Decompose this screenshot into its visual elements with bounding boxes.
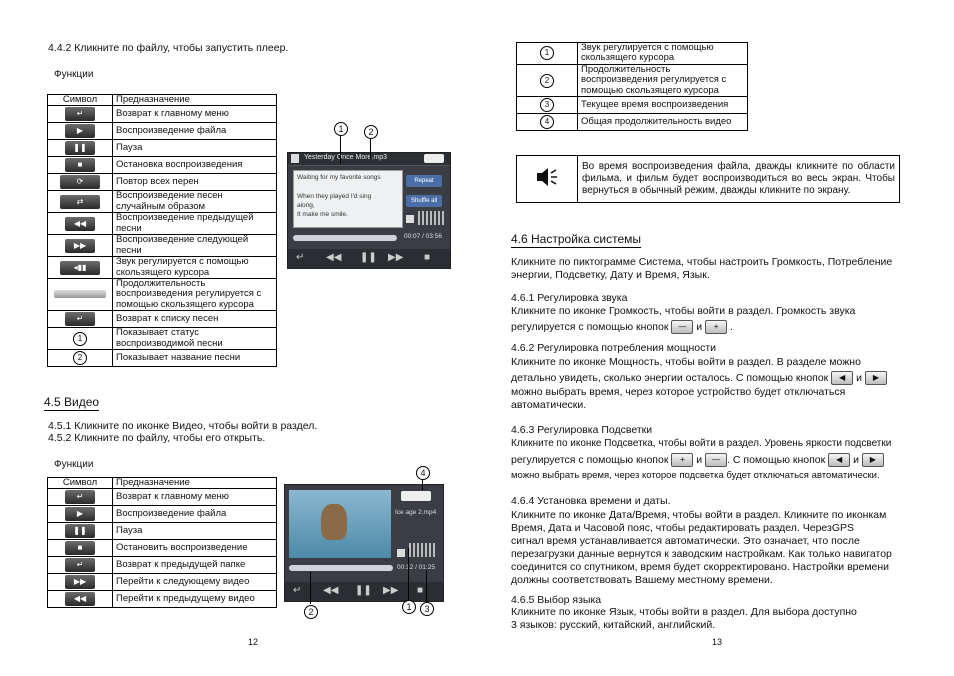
progress-slider[interactable] — [293, 235, 397, 241]
table-row — [48, 506, 277, 523]
indicator-number-cell — [517, 97, 578, 114]
column-header-purpose: Предназначение — [113, 95, 277, 106]
paragraph-4-6-2-line4: автоматически. — [511, 399, 587, 411]
purpose-cell: Пауза — [113, 523, 277, 540]
volume-icon: ◂▮▮ — [60, 261, 100, 275]
table-row — [48, 350, 277, 367]
lyrics-line: along, — [297, 202, 315, 209]
folder-back-icon[interactable]: ↵ — [293, 585, 302, 596]
purpose-cell: Показывает название песни — [113, 350, 277, 367]
stop-icon[interactable]: ■ — [417, 585, 424, 596]
left-arrow-button-icon: ◀ — [828, 453, 850, 467]
next-icon[interactable]: ▶▶ — [383, 585, 399, 596]
right-arrow-button-icon: ▶ — [865, 371, 887, 385]
speaker-icon-cell — [517, 156, 578, 203]
next-icon: ▶▶ — [65, 575, 95, 589]
symbol-cell — [48, 328, 113, 350]
video-indicators-table — [516, 42, 748, 131]
music-note-icon — [291, 154, 299, 163]
symbol-cell — [48, 506, 113, 523]
table-row — [48, 257, 277, 279]
fullscreen-note: Во время воспроизведения файла, дважды кликните по области фильма, и фильм будет воспроизводиться во весь экран. Чтобы вернуться в обычный режим, дважды кликните по экрану. — [578, 156, 900, 203]
table-row — [48, 213, 277, 235]
purpose-cell: Воспроизведение песен случайным образом — [113, 191, 277, 213]
paragraph-4-6-line2: энергии, Подсветку, Дату и Время, Язык. — [511, 269, 710, 281]
video-symbols-table — [47, 477, 277, 608]
symbol-cell — [48, 123, 113, 140]
list-icon: ↵ — [65, 312, 95, 326]
table-row — [517, 64, 748, 96]
player-song-title: Yesterday Once More.mp3 — [304, 154, 388, 161]
section-4-6-1: 4.6.1 Регулировка звука — [511, 292, 628, 304]
video-back-icon[interactable] — [401, 491, 431, 501]
video-controls — [285, 582, 443, 601]
paragraph-4-6-4-line: Кликните по иконке Дата/Время, чтобы войти в раздел. Кликните по иконкам — [511, 509, 887, 521]
table-row — [48, 123, 277, 140]
video-progress-slider[interactable] — [289, 565, 393, 571]
indicator-number-cell — [517, 43, 578, 65]
symbol-cell — [48, 489, 113, 506]
table-row — [48, 235, 277, 257]
back-icon: ↵ — [65, 107, 95, 121]
paragraph-4-6-1-line2: регулируется с помощью кнопок — и + . — [511, 320, 733, 333]
symbol-cell — [48, 557, 113, 574]
table-row — [517, 43, 748, 65]
speaker-icon — [535, 166, 559, 188]
purpose-cell: Перейти к следующему видео — [113, 574, 277, 591]
lyrics-line: When they played I'd sing — [297, 193, 372, 200]
paragraph-4-6-3-line2: регулируется с помощью кнопок + и — . С помощью кнопок ◀ и ▶ — [511, 453, 884, 467]
back-icon: ↵ — [65, 490, 95, 504]
paragraph-4-6-1-line1: Кликните по иконке Громкость, чтобы войти в раздел. Громкость звука — [511, 305, 856, 317]
video-filename: Ice age 2.mp4 — [395, 509, 437, 516]
symbol-cell — [48, 106, 113, 123]
volume-slider[interactable] — [418, 211, 444, 225]
play-icon: ▶ — [65, 124, 95, 138]
music-player-screenshot — [287, 152, 451, 269]
section-4-6-5: 4.6.5 Выбор языка — [511, 594, 602, 606]
player-back-icon[interactable] — [424, 154, 444, 163]
symbol-cell — [48, 157, 113, 174]
video-volume-slider[interactable] — [409, 543, 437, 557]
fullscreen-note-table — [516, 155, 900, 203]
paragraph-4-6-4-line: перезагрузки данные вернутся к заводским настройкам. Как только навигатор — [511, 548, 892, 560]
functions-label-1: Функции — [54, 69, 94, 80]
page-number-left: 12 — [248, 637, 259, 647]
pause-icon[interactable]: ❚❚ — [360, 252, 377, 263]
table-row — [48, 557, 277, 574]
symbol-cell — [48, 574, 113, 591]
section-4-6-2: 4.6.2 Регулировка потребления мощности — [511, 342, 717, 354]
music-symbols-table — [47, 94, 277, 367]
paragraph-4-6-4-line: сигнал время устанавливается автоматически. Это означает, что после — [511, 535, 860, 547]
callout-4: 4 — [416, 466, 430, 480]
table-row — [48, 311, 277, 328]
purpose-cell: Возврат к главному меню — [113, 489, 277, 506]
paragraph-4-6-4-line: соединится со спутником, время будет скорректировано. Настройки времени — [511, 561, 890, 573]
plus-button-icon: + — [671, 453, 693, 467]
purpose-cell: Продолжительность воспроизведения регулируется с помощью скользящего курсора — [113, 278, 277, 310]
volume-icon — [406, 215, 414, 223]
minus-button-icon: — — [705, 453, 727, 467]
minus-button-icon: — — [671, 320, 693, 334]
table-row — [48, 591, 277, 608]
pause-icon: ❚❚ — [65, 524, 95, 538]
right-arrow-button-icon: ▶ — [862, 453, 884, 467]
callout-1: 1 — [402, 600, 416, 614]
table-row — [517, 114, 748, 131]
indicator-text-cell: Текущее время воспроизведения — [578, 97, 748, 114]
symbol-cell — [48, 174, 113, 191]
lyrics-line: Waiting for my favorite songs — [297, 174, 381, 181]
circle-number-icon: 1 — [540, 46, 554, 60]
lyrics-line: It make me smile. — [297, 211, 348, 218]
video-character-image — [321, 504, 347, 540]
paragraph-4-6-3-line3: можно выбрать время, через которое подсветка будет отключаться автоматически. — [511, 470, 880, 481]
callout-line — [422, 480, 423, 490]
left-arrow-button-icon: ◀ — [831, 371, 853, 385]
purpose-cell: Повтор всех перен — [113, 174, 277, 191]
back-icon[interactable]: ↵ — [296, 252, 305, 263]
purpose-cell: Пауза — [113, 140, 277, 157]
section-4-6-4: 4.6.4 Установка времени и даты. — [511, 495, 671, 507]
player-titlebar — [288, 153, 450, 166]
video-time: 00:12 / 01:25 — [397, 564, 435, 571]
player-controls — [288, 249, 450, 268]
paragraph-4-6-2-line1: Кликните по иконке Мощность, чтобы войти в раздел. В разделе можно — [511, 356, 861, 368]
callout-2: 2 — [304, 605, 318, 619]
section-4-5-2: 4.5.2 Кликните по файлу, чтобы его открыть. — [48, 432, 266, 444]
callout-line — [408, 548, 409, 600]
circle-2-icon: 2 — [73, 351, 87, 365]
video-player-screenshot — [284, 484, 444, 602]
purpose-cell: Возврат к главному меню — [113, 106, 277, 123]
symbol-cell — [48, 540, 113, 557]
purpose-cell: Остановить воспроизведение — [113, 540, 277, 557]
indicator-text-cell: Продолжительность воспроизведения регулируется с помощью скользящего курсора — [578, 64, 748, 96]
prev-icon[interactable]: ◀◀ — [326, 252, 342, 263]
next-icon: ▶▶ — [65, 239, 95, 253]
stop-icon[interactable]: ■ — [424, 252, 431, 263]
indicator-text-cell: Общая продолжительность видео — [578, 114, 748, 131]
symbol-cell — [48, 191, 113, 213]
folder-back-icon: ↵ — [65, 558, 95, 572]
callout-line — [340, 136, 341, 164]
symbol-cell — [48, 140, 113, 157]
indicator-text-cell: Звук регулируется с помощью скользящего курсора — [578, 43, 748, 65]
paragraph-4-6-line1: Кликните по пиктограмме Система, чтобы настроить Громкость, Потребление — [511, 256, 893, 268]
symbol-cell — [48, 523, 113, 540]
shuffle-button[interactable]: Shuffle all — [406, 195, 442, 207]
table-row — [48, 157, 277, 174]
indicator-number-cell — [517, 114, 578, 131]
next-icon[interactable]: ▶▶ — [388, 252, 404, 263]
purpose-cell: Звук регулируется с помощью скользящего курсора — [113, 257, 277, 279]
callout-3: 3 — [420, 602, 434, 616]
paragraph-4-6-3-line1: Кликните по иконке Подсветка, чтобы войти в раздел. Уровень яркости подсветки — [511, 438, 892, 449]
paragraph-4-6-4-line: Время, Дата и Часовой пояс, чтобы редактировать раздел. ЧерезGPS — [511, 522, 855, 534]
stop-icon: ■ — [65, 541, 95, 555]
symbol-cell — [48, 591, 113, 608]
purpose-cell: Перейти к предыдущему видео — [113, 591, 277, 608]
section-4-6-3: 4.6.3 Регулировка Подсветки — [511, 424, 653, 436]
functions-label-2: Функции — [54, 459, 94, 470]
purpose-cell: Возврат к списку песен — [113, 311, 277, 328]
table-row — [48, 278, 277, 310]
column-header-symbol: Символ — [48, 95, 113, 106]
symbol-cell — [48, 257, 113, 279]
table-row — [48, 106, 277, 123]
paragraph-4-6-2-line2: детально увидеть, сколько энергии осталось. С помощью кнопок ◀ и ▶ — [511, 371, 887, 385]
table-row — [48, 140, 277, 157]
purpose-cell: Показывает статус воспроизводимой песни — [113, 328, 277, 350]
callout-line — [370, 139, 371, 159]
callout-1: 1 — [334, 122, 348, 136]
symbol-cell — [48, 213, 113, 235]
column-header-purpose: Предназначение — [113, 478, 277, 489]
circle-number-icon: 4 — [540, 115, 554, 129]
plus-button-icon: + — [705, 320, 727, 334]
video-frame — [289, 490, 391, 558]
paragraph-4-6-5-line2: 3 языков: русский, китайский, английский. — [511, 619, 716, 631]
paragraph-4-6-5-line1: Кликните по иконке Язык, чтобы войти в раздел. Для выбора доступно — [511, 606, 857, 618]
section-4-5-1: 4.5.1 Кликните по иконке Видео, чтобы войти в раздел. — [48, 420, 318, 432]
table-row — [48, 328, 277, 350]
stop-icon: ■ — [65, 158, 95, 172]
table-row — [48, 191, 277, 213]
purpose-cell: Воспроизведение предыдущей песни — [113, 213, 277, 235]
repeat-button[interactable]: Repeat — [406, 175, 442, 187]
purpose-cell: Воспроизведение файла — [113, 506, 277, 523]
section-4-6: 4.6 Настройка системы — [511, 232, 642, 246]
progress-icon — [54, 290, 106, 298]
shuffle-icon: ⇄ — [60, 195, 100, 209]
page-number-right: 13 — [712, 637, 723, 647]
purpose-cell: Воспроизведение следующей песни — [113, 235, 277, 257]
player-time: 00:07 / 03:56 — [404, 233, 442, 240]
purpose-cell: Воспроизведение файла — [113, 123, 277, 140]
section-4-5: 4.5 Видео — [44, 395, 100, 409]
paragraph-4-6-4-line: должны соответствовать Вашему местному времени. — [511, 574, 773, 586]
circle-number-icon: 3 — [540, 98, 554, 112]
paragraph-4-6-2-line3: можно выбрать время, через которое устройство будет отключаться — [511, 386, 846, 398]
video-volume-icon — [397, 549, 405, 557]
prev-icon: ◀◀ — [65, 592, 95, 606]
indicator-number-cell — [517, 64, 578, 96]
symbol-cell — [48, 311, 113, 328]
table-row — [48, 523, 277, 540]
section-4-4-2: 4.4.2 Кликните по файлу, чтобы запустить плеер. — [48, 42, 289, 54]
lyrics-box — [293, 170, 403, 228]
purpose-cell: Остановка воспроизведения — [113, 157, 277, 174]
callout-line — [310, 572, 311, 604]
symbol-cell — [48, 235, 113, 257]
table-row — [48, 489, 277, 506]
table-row — [48, 174, 277, 191]
purpose-cell: Возврат к предыдущей папке — [113, 557, 277, 574]
prev-icon: ◀◀ — [65, 217, 95, 231]
play-icon: ▶ — [65, 507, 95, 521]
table-row — [48, 540, 277, 557]
symbol-cell — [48, 278, 113, 310]
table-row — [48, 574, 277, 591]
pause-icon: ❚❚ — [65, 141, 95, 155]
circle-number-icon: 2 — [540, 74, 554, 88]
prev-icon[interactable]: ◀◀ — [323, 585, 339, 596]
column-header-symbol: Символ — [48, 478, 113, 489]
callout-line — [426, 570, 427, 602]
circle-1-icon: 1 — [73, 332, 87, 346]
table-row — [517, 97, 748, 114]
pause-icon[interactable]: ❚❚ — [355, 585, 372, 596]
callout-2: 2 — [364, 125, 378, 139]
symbol-cell — [48, 350, 113, 367]
repeat-icon: ⟳ — [60, 175, 100, 189]
